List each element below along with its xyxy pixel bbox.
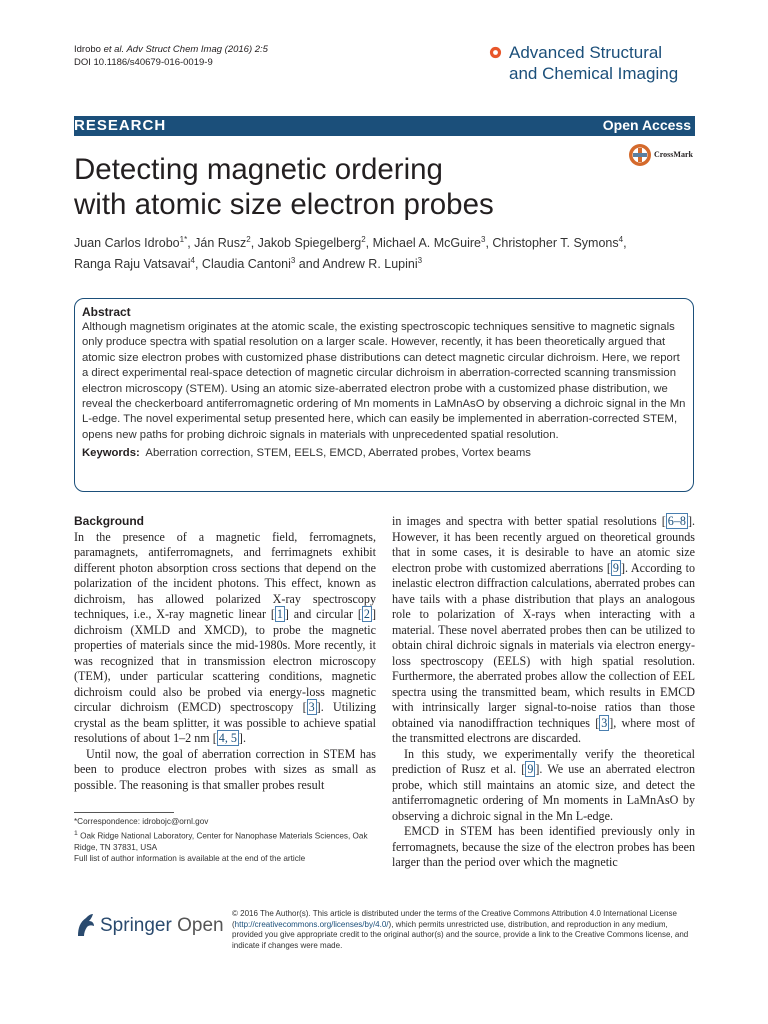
abstract-box [74, 298, 694, 492]
reference-link[interactable]: 1 [276, 607, 283, 621]
author-affiliation: 3 [417, 256, 423, 266]
citation-header [74, 43, 268, 69]
author-separator: and [295, 257, 323, 272]
paragraph: in images and spectra with better spatial resolutions [ 6–8 ]. However, it has been recently argued on theoretical grounds that in some cases, it is desirable to have an atomic size electron probe with customized aberrations [ 9 ]. According to inelastic electron diffraction calculations, aberrated probes can have tails with a phase distribution that plays an analogous role to polarization of X-rays when interacting with a material. These novel aberrated probes then can be utilized to obtain chiral dichroic signals in materials via electron energy-loss spectroscopy (EELS) with high spatial resolution. Furthermore, the aberrated probes allow the collection of EEL spectra using the transmitted beam, which results in EMCD with intrinsically larger signal-to-noise ratios than those obtained via nanodiffraction techniques [ 3 ], where most of the transmitted electrons are discarded. [392, 514, 696, 745]
author: Jakob Spiegelberg [257, 236, 362, 251]
license-statement [232, 909, 696, 951]
article-type-banner [74, 116, 695, 136]
article-type-label: RESEARCH [74, 117, 167, 134]
paragraph: In this study, we experimentally verify the theoretical prediction of Rusz et al. [ 9 ]. We use an aberrated electron probe, which still maintains an atomic size, and detect the antiferromagnetic ordering of Mn moments in LaMnAsO by observing a dichroic signal in the Mn L-edge. [392, 746, 695, 823]
body-column-left [74, 514, 376, 793]
author-separator: , [485, 236, 493, 251]
journal-logo-icon [489, 46, 502, 59]
crossmark-label: CrossMark [654, 150, 693, 159]
keywords-label: Keywords: [82, 447, 140, 460]
keywords [82, 447, 686, 459]
text-run: In the presence of a magnetic field, ferromagnets, paramagnets, antiferromagnets, and ferrimagnets exhibit different photon absorption cross sections that depend on the polarization of the incident photons. This effect, known as dichroism, has allowed polarized X-ray spectroscopy techniques, i.e., X-ray magnetic linear [74, 529, 376, 621]
text-run: . Utilizing crystal as the beam splitter, it was possible to achieve spatial resolutions of about 1–2 nm [74, 700, 376, 745]
abstract-heading: Abstract [82, 305, 131, 319]
author: Ján Rusz [194, 236, 247, 251]
doi[interactable]: DOI 10.1186/s40679-016-0019-9 [74, 57, 213, 68]
reference-link[interactable]: 9 [527, 762, 534, 776]
journal-name[interactable] [509, 42, 678, 84]
license-text: ), which permits unrestricted use, distribution, and reproduction in any medium, provided you give appropriate credit to the original author(s) and the source, provide a link to the Creative Commons license, and indicate if changes were made. [232, 919, 689, 950]
text-run: , where most of the transmitted electrons are discarded. [392, 715, 695, 745]
abstract-text: Although magnetism originates at the atomic scale, the existing spectroscopic techniques sensitive to magnetic signals only produce spectra with spatial resolution on a larger scale. However, recently, it has been theoretically argued that atomic size electron probes with customized phase distributions can detect magnetic circular dichroism. Here, we report a direct experimental real-space detection of magnetic circular dichroism in aberration-corrected scanning transmission electron microscopy (STEM). Using an atomic size-aberrated electron probe with a customized phase distribution, we reveal the checkerboard antiferromagnetic ordering of Mn moments in LaMnAsO by observing a dichroic signal in the Mn L-edge. The novel experimental setup presented here, which can easily be implemented in aberration-corrected STEM, opens new paths for probing dichroic signals in materials with unprecedented spatial resolution. [82, 321, 686, 441]
text-run: In this study, we experimentally verify the theoretical prediction of Rusz et al. [392, 746, 695, 776]
text-run: dichroism (XMLD and XMCD), to probe the magnetic properties of materials since the mid-1980s. More recently, it was recognized that in transmission electron microscopy (TEM), under particular scattering conditions, magnetic dichroism could also be probed via energy-loss magnetic circular dichroism (EMCD) spectroscopy [74, 622, 376, 714]
author: Christopher T. Symons [492, 236, 619, 251]
text-run: . [242, 731, 246, 745]
journal-line-2: and Chemical Imaging [509, 64, 679, 83]
reference-link[interactable]: 6–8 [667, 514, 686, 528]
crossmark-icon [628, 143, 652, 167]
body-column-right [392, 514, 695, 871]
author: Claudia Cantoni [201, 257, 291, 272]
author: Michael A. McGuire [372, 236, 481, 251]
author: Juan Carlos Idrobo [74, 236, 180, 251]
affiliation-text: Oak Ridge National Laboratory, Center for Nanophase Materials Sciences, Oak Ridge, TN 37831, USA [74, 831, 368, 852]
citation-rest: et al. Adv Struct Chem Imag (2016) 2:5 [103, 44, 268, 55]
author-affiliation: 4 [190, 256, 195, 266]
reference-link[interactable]: 2 [363, 607, 370, 621]
author-affiliation: 2 [361, 235, 366, 244]
article-title [74, 152, 614, 222]
text-run: and circular [288, 607, 358, 621]
open-access-label[interactable]: Open Access [602, 117, 691, 133]
author-affiliation: 3 [290, 256, 296, 266]
author-affiliation: 3 [480, 235, 486, 244]
author-info-note: Full list of author information is available at the end of the article [74, 854, 306, 864]
text-run: . However, it has been recently argued on theoretical grounds that in some cases, it is desirable to have an atomic size electron probe with customized aberrations [392, 514, 695, 575]
springer-open-logo[interactable] [74, 912, 224, 942]
author-separator: , [365, 236, 373, 251]
affiliation-number: 1 [74, 829, 78, 837]
citation-author: Idrobo [74, 44, 101, 55]
keywords-list: Aberration correction, STEM, EELS, EMCD, Aberrated probes, Vortex beams [145, 447, 531, 460]
author-separator: , [187, 236, 195, 251]
correspondence[interactable]: *Correspondence: idrobojc@ornl.gov [74, 817, 209, 826]
author-affiliation: 1* [179, 235, 188, 244]
title-line-2: with atomic size electron probes [74, 188, 494, 221]
title-line-1: Detecting magnetic ordering [74, 153, 443, 186]
paragraph: EMCD in STEM has been identified previously only in ferromagnets, because the size of the electron probes has been larger than the period over which the magnetic [392, 824, 695, 869]
text-run: . According to inelastic electron diffraction calculations, aberrated probes can have tails with a phase distribution that plays an analogous role to polarization of X-rays when interacting with a material. These novel aberrated probes then can be utilized to obtain chiral dichroic signals in materials via electron energy-loss spectroscopy (EELS) with high spatial resolution. Furthermore, the aberrated probes allow the collection of EEL spectra using the transmitted beam, which results in EMCD with intrinsically larger signal-to-noise ratios than those obtained via nanodiffraction techniques [392, 560, 696, 730]
journal-line-1: Advanced Structural [509, 43, 663, 62]
license-text: © 2016 The Author(s). This article is distributed under the terms of the Creative Commons Attribution 4.0 International License ( [232, 909, 677, 929]
paragraph: In the presence of a magnetic field, ferromagnets, paramagnets, antiferromagnets, and ferrimagnets exhibit different photon absorption cross sections that depend on the polarization of the incident photons. This effect, known as dichroism, has allowed polarized X-ray spectroscopy techniques, i.e., X-ray magnetic linear [ 1 ] and circular [ 2 ] dichroism (XMLD and XMCD), to probe the magnetic properties of materials since the mid-1980s. More recently, it was recognized that in transmission electron microscopy (TEM), under particular scattering conditions, magnetic dichroism could also be probed via energy-loss magnetic circular dichroism (EMCD) spectroscopy [ 3 ]. Utilizing crystal as the beam splitter, it was possible to achieve spatial resolutions of about 1–2 nm [ 4, 5 ]. [74, 529, 376, 745]
reference-link[interactable]: 3 [601, 715, 608, 730]
author-separator: , [623, 236, 627, 251]
paragraph: Until now, the goal of aberration correction in STEM has been to produce electron probes with sizes as small as possible. The reasoning is that smaller probes result [74, 746, 376, 792]
author: Andrew R. Lupini [322, 257, 418, 272]
reference-link[interactable]: 3 [308, 700, 315, 714]
author-list [74, 231, 694, 273]
author-affiliation: 2 [246, 235, 251, 244]
author-separator: , [194, 257, 202, 272]
footnote-rule [74, 812, 174, 813]
author-separator: , [250, 236, 258, 251]
affiliation-1 [74, 828, 374, 854]
reference-link[interactable]: 4, 5 [218, 731, 237, 745]
text-run: in images and spectra with better spatial resolutions [392, 514, 662, 528]
crossmark-badge[interactable] [628, 143, 700, 167]
license-link[interactable]: http://creativecommons.org/licenses/by/4.0/ [234, 919, 389, 929]
text-run: . We use an aberrated electron probe, which still maintains an atomic size, and detect the antiferromagnetic ordering of Mn moments in LaMnAsO by observing a dichroic signal in the Mn L-edge. [392, 762, 695, 823]
reference-link[interactable]: 9 [612, 560, 619, 575]
open-wordmark: Open [177, 915, 224, 936]
author-affiliation: 4 [618, 235, 624, 244]
author: Ranga Raju Vatsavai [74, 257, 191, 272]
footnotes [74, 816, 374, 865]
springer-horse-icon [74, 912, 96, 938]
section-heading: Background [74, 514, 145, 528]
springer-wordmark: Springer [100, 915, 172, 936]
